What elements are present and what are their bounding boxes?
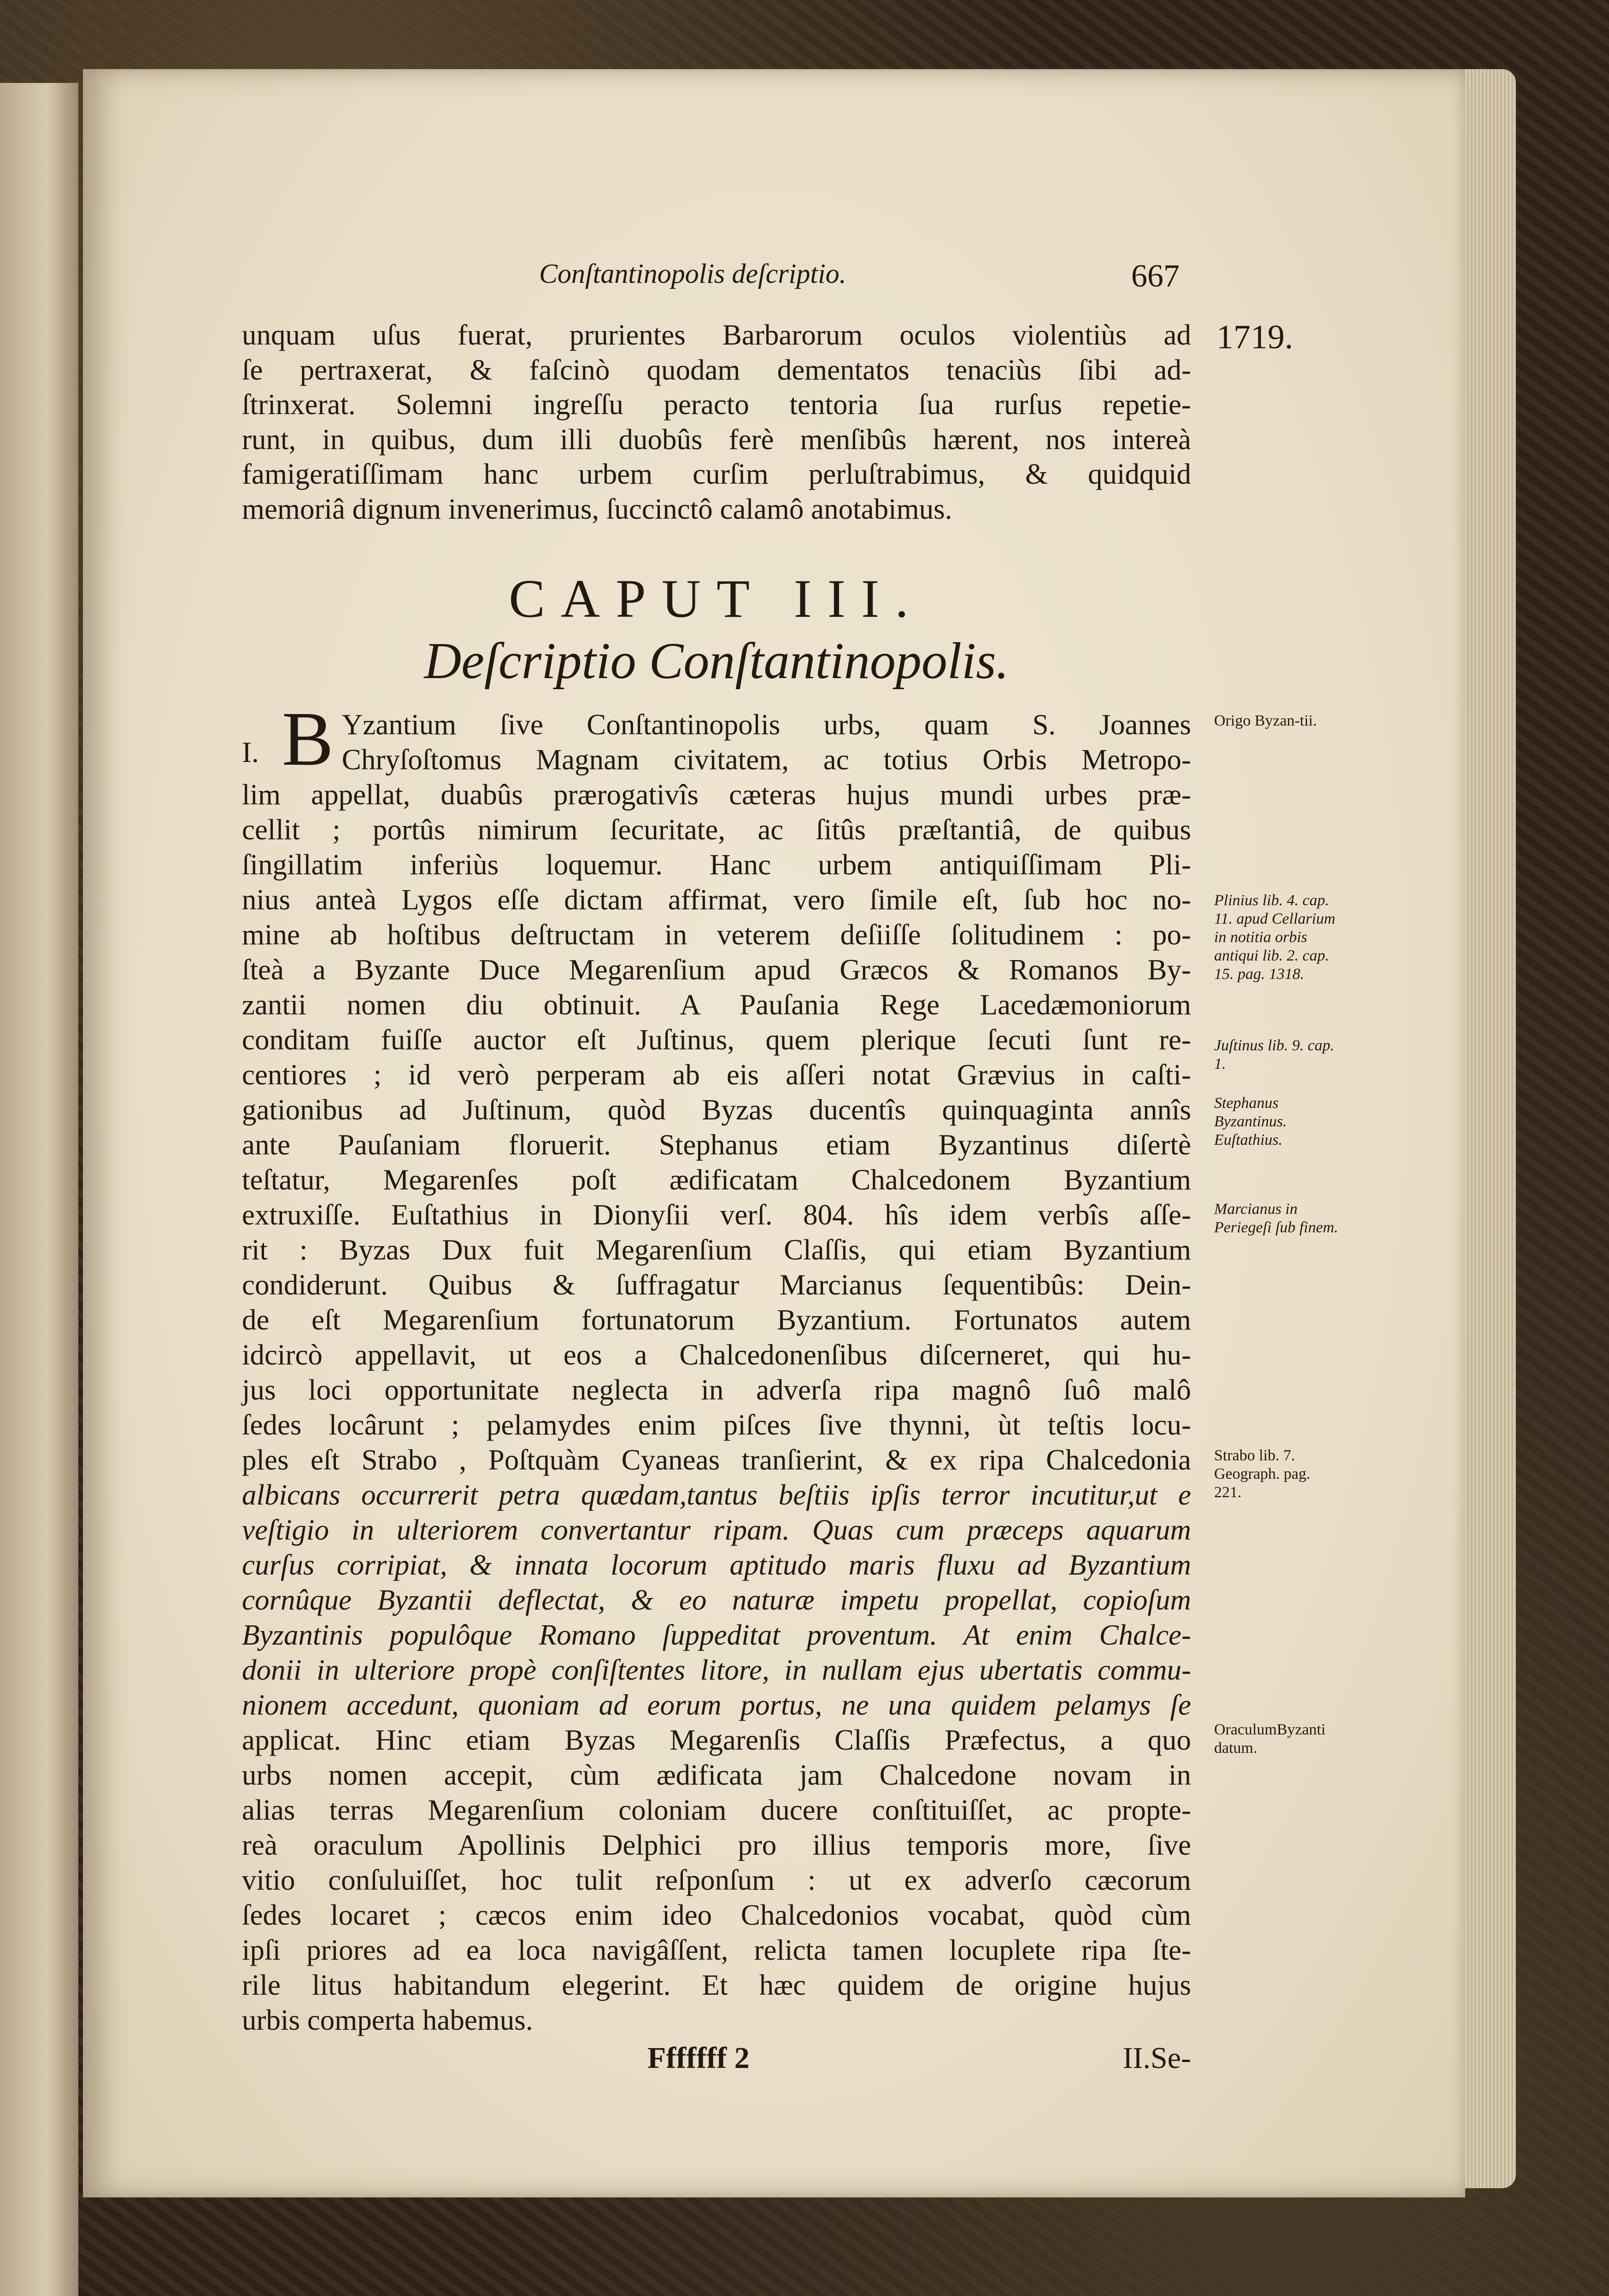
text-line: jus loci opportunitate neglecta in adverſa ripa magnô ſuô malô <box>242 1374 1191 1406</box>
text-line: curſus corripiat, & innata locorum aptitudo maris fluxu ad Byzantium <box>242 1549 1191 1581</box>
margin-note: Marcianus in Periegeſi ſub finem. <box>1214 1201 1339 1236</box>
text-line: gationibus ad Juſtinum, quòd Byzas ducentîs quinquaginta annîs <box>242 1094 1191 1126</box>
text-line: ſedes locârunt ; pelamydes enim piſces ſive thynni, ùt teſtis locu- <box>242 1409 1191 1441</box>
text-line: idcircò appellavit, ut eos a Chalcedonenſibus diſcerneret, qui hu- <box>242 1339 1191 1371</box>
text-line: extruxiſſe. Euſtathius in Dionyſii verſ. 804. hîs idem verbîs aſſe- <box>242 1199 1191 1231</box>
chapter-heading <box>242 567 1191 691</box>
text-line: condiderunt. Quibus & ſuffragatur Marcianus ſequentibûs: Dein- <box>242 1269 1191 1301</box>
margin-note: Juſtinus lib. 9. cap. 1. <box>1214 1037 1334 1072</box>
drop-cap: B <box>282 696 334 782</box>
catchword: II.Se- <box>1122 2041 1191 2075</box>
text-line: cornûque Byzantii deflectat, & eo naturæ impetu propellat, copioſum <box>242 1584 1191 1616</box>
text-line: cellit ; portûs nimirum ſecuritate, ac ſitûs præſtantiâ, de quibus <box>242 814 1191 846</box>
text-line: albicans occurrerit petra quædam,tantus beſtiis ipſis terror incutitur,ut e <box>242 1479 1191 1511</box>
text-line: conditam fuiſſe auctor eſt Juſtinus, quem plerique ſecuti ſunt re- <box>242 1024 1191 1056</box>
chapter-subtitle: Deſcriptio Conſtantinopolis. <box>424 633 1009 690</box>
text-line: mine ab hoſtibus deſtructam in veterem deſiiſſe ſolitudinem : po- <box>242 919 1191 951</box>
text-line: de eſt Megarenſium fortunatorum Byzantium. Fortunatos autem <box>242 1304 1191 1336</box>
text-line: ſe pertraxerat, & faſcinò quodam dementatos tenaciùs ſibi ad- <box>242 353 1191 386</box>
text-line: unquam uſus fuerat, prurientes Barbarorum oculos violentiùs ad <box>242 319 1191 351</box>
margin-note: Euſtathius. <box>1214 1131 1283 1148</box>
text-line: Byzantinis populôque Romano ſuppeditat proventum. At enim Chalce- <box>242 1619 1191 1651</box>
text-line: ſedes locaret ; cæcos enim ideo Chalcedonios vocabat, quòd cùm <box>242 1899 1191 1931</box>
text-line: rit : Byzas Dux fuit Megarenſium Claſſis, qui etiam Byzantium <box>242 1234 1191 1266</box>
margin-note: Strabo lib. 7. Geograph. pag. 221. <box>1214 1447 1310 1501</box>
text-line: Yzantium ſive Conſtantinopolis urbs, quam S. Joannes <box>341 709 1191 741</box>
text-line: reà oraculum Apollinis Delphici pro illius temporis more, ſive <box>242 1829 1191 1861</box>
section-paragraph <box>242 696 1191 2038</box>
signature-mark: Fffffff 2 <box>647 2041 750 2075</box>
page-header <box>461 258 1180 299</box>
text-line: urbs nomen accepit, cùm ædificata jam Chalcedone novam in <box>242 1759 1191 1791</box>
intro-paragraph <box>242 318 1191 527</box>
page-number: 667 <box>1131 258 1180 294</box>
text-line: ante Pauſaniam floruerit. Stephanus etiam Byzantinus diſertè <box>242 1129 1191 1161</box>
text-line: memoriâ dignum invenerimus, ſuccinctô calamô anotabimus. <box>242 492 952 525</box>
margin-note: Origo Byzan-tii. <box>1214 712 1317 729</box>
text-line: applicat. Hinc etiam Byzas Megarenſis Claſſis Præfectus, a quo <box>242 1724 1191 1756</box>
text-line: famigeratiſſimam hanc urbem curſim perluſtrabimus, & quidquid <box>242 458 1191 490</box>
text-line: alias terras Megarenſium coloniam ducere conſtituiſſet, ac propte- <box>242 1794 1191 1826</box>
text-line: zantii nomen diu obtinuit. A Pauſania Rege Lacedæmoniorum <box>242 989 1191 1021</box>
chapter-title: CAPUT III. <box>509 568 924 629</box>
text-line: runt, in quibus, dum illi duobûs ferè menſibûs hærent, nos intereà <box>242 423 1191 456</box>
page-footer <box>242 2041 1191 2078</box>
text-line: ſteà a Byzante Duce Megarenſium apud Græcos & Romanos By- <box>242 954 1191 986</box>
year-marginal: 1719. <box>1216 318 1293 356</box>
text-line: teſtatur, Megarenſes poſt ædificatam Chalcedonem Byzantium <box>242 1164 1191 1196</box>
text-line: nionem accedunt, quoniam ad eorum portus, ne una quidem pelamys ſe <box>242 1689 1191 1721</box>
text-line: veſtigio in ulteriorem convertantur ripam. Quas cum præceps aquarum <box>242 1514 1191 1546</box>
text-line: ipſi priores ad ea loca navigâſſent, relicta tamen locuplete ripa ſte- <box>242 1934 1191 1966</box>
text-line: centiores ; id verò perperam ab eis aſſeri notat Grævius in caſti- <box>242 1059 1191 1091</box>
margin-note: OraculumByzanti datum. <box>1214 1721 1326 1757</box>
text-line: urbis comperta habemus. <box>242 2004 533 2036</box>
text-line: ſtrinxerat. Solemni ingreſſu peracto tentoria ſua rurſus repetie- <box>242 388 1191 421</box>
text-line: vitio conſuluiſſet, hoc tulit reſponſum : ut ex adverſo cæcorum <box>242 1864 1191 1896</box>
text-line: rile litus habitandum elegerint. Et hæc quidem de origine hujus <box>242 1969 1191 2001</box>
running-head: Conſtantinopolis deſcriptio. <box>539 258 846 289</box>
text-line: ſingillatim inferiùs loquemur. Hanc urbem antiquiſſimam Pli- <box>242 849 1191 881</box>
facing-page-edge <box>0 83 78 2296</box>
text-line: Chryſoſtomus Magnam civitatem, ac totius Orbis Metropo- <box>341 744 1191 776</box>
text-line: ples eſt Strabo , Poſtquàm Cyaneas tranſierint, & ex ripa Chalcedonia <box>242 1444 1191 1476</box>
text-line: lim appellat, duabûs prærogativîs cæteras hujus mundi urbes præ- <box>242 779 1191 811</box>
section-number: I. <box>242 736 259 768</box>
text-line: donii in ulteriore propè conſiſtentes litore, in nullam ejus ubertatis commu- <box>242 1654 1191 1686</box>
margin-note: Plinius lib. 4. cap. 11. apud Cellarium in notitia orbis antiqui lib. 2. cap. 15. pag. 1318. <box>1214 892 1335 983</box>
margin-note: Stephanus Byzantinus. <box>1214 1095 1287 1130</box>
text-line: nius anteà Lygos eſſe dictam affirmat, vero ſimile eſt, ſub hoc no- <box>242 884 1191 916</box>
